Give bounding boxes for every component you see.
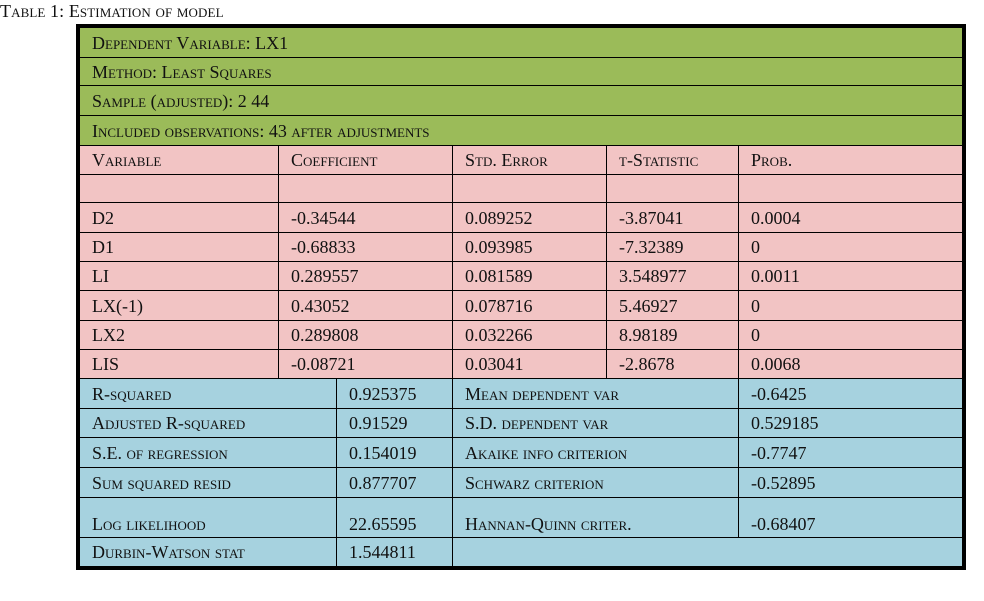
variable-cell: LX2 [92,325,125,345]
variable-cell: LI [92,266,109,286]
prob-cell: 0 [738,233,962,261]
dependent-variable-text: Dependent Variable: LX1 [92,32,289,53]
variable-cell: LX(-1) [92,295,143,316]
coefficient-cell: -0.68833 [278,233,452,261]
empty-row [80,175,962,203]
prob-cell: 0 [738,291,962,320]
coefficient-cell: 0.43052 [278,291,452,320]
header-row-sample [80,86,962,116]
coefficient-cell: -0.08721 [278,350,452,378]
table-row [80,262,962,291]
column-header-std-error: Std. Error [452,146,606,174]
stats-row [80,468,962,498]
method-text: Method: Least Squares [92,61,272,82]
variable-cell: D1 [92,237,114,257]
stat-label: Log likelihood [92,514,206,534]
variable-cell: D2 [92,207,114,228]
empty-cell [452,538,962,566]
stat-label: Mean dependent var [452,379,738,408]
stat-value: -0.6425 [738,379,962,408]
column-header-row [80,146,962,175]
stats-row [80,379,962,409]
stat-value: 0.154019 [336,438,452,467]
empty-cell [738,175,962,202]
coefficient-cell: 0.289808 [278,321,452,349]
stat-value: -0.68407 [738,498,962,537]
std-error-cell: 0.078716 [452,291,606,320]
table-row [80,203,962,233]
column-header-variable: Variable [92,150,162,170]
sample-text: Sample (adjusted): 2 44 [92,90,270,111]
empty-cell [452,175,606,202]
prob-cell: 0.0004 [738,203,962,232]
table-row [80,291,962,321]
t-statistic-cell: -2.8678 [606,350,738,378]
stats-row [80,438,962,468]
stat-value: 1.544811 [336,538,452,566]
table-caption: Table 1: Estimation of model [0,1,224,21]
empty-cell [278,175,452,202]
stat-label: Sum squared resid [92,472,231,493]
t-statistic-cell: -3.87041 [606,203,738,232]
prob-cell: 0.0011 [738,262,962,290]
stat-label: Adjusted R-squared [92,413,246,433]
std-error-cell: 0.093985 [452,233,606,261]
stat-label: Durbin-Watson stat [92,542,245,562]
header-row-observations [80,116,962,146]
column-header-prob: Prob. [738,146,962,174]
stat-value: 0.877707 [336,468,452,497]
stats-row [80,498,962,538]
stat-label: Schwarz criterion [452,468,738,497]
std-error-cell: 0.081589 [452,262,606,290]
stat-label: R-squared [92,383,172,404]
t-statistic-cell: -7.32389 [606,233,738,261]
std-error-cell: 0.03041 [452,350,606,378]
header-row-dependent [80,28,962,58]
prob-cell: 0 [738,321,962,349]
empty-cell [606,175,738,202]
observations-text: Included observations: 43 after adjustments [92,120,430,141]
stat-label: Akaike info criterion [452,438,738,467]
column-header-coefficient: Coefficient [278,146,452,174]
stat-value: 0.925375 [336,379,452,408]
stat-value: 0.529185 [738,409,962,437]
std-error-cell: 0.089252 [452,203,606,232]
table-row [80,350,962,379]
table-row [80,233,962,262]
column-header-t-statistic: t-Statistic [606,146,738,174]
stat-value: 0.91529 [336,409,452,437]
prob-cell: 0.0068 [738,350,962,378]
t-statistic-cell: 8.98189 [606,321,738,349]
table-row [80,321,962,350]
std-error-cell: 0.032266 [452,321,606,349]
t-statistic-cell: 3.548977 [606,262,738,290]
coefficient-cell: -0.34544 [278,203,452,232]
coefficient-cell: 0.289557 [278,262,452,290]
stat-label: S.D. dependent var [452,409,738,437]
stats-row [80,538,962,566]
stat-label: S.E. of regression [92,442,228,463]
variable-cell: LIS [92,354,119,374]
stat-value: -0.52895 [738,468,962,497]
stat-value: -0.7747 [738,438,962,467]
estimation-table [76,24,966,570]
stats-row [80,409,962,438]
header-row-method [80,58,962,86]
empty-cell [80,175,278,202]
stat-label: Hannan-Quinn criter. [452,498,738,537]
t-statistic-cell: 5.46927 [606,291,738,320]
stat-value: 22.65595 [336,498,452,537]
